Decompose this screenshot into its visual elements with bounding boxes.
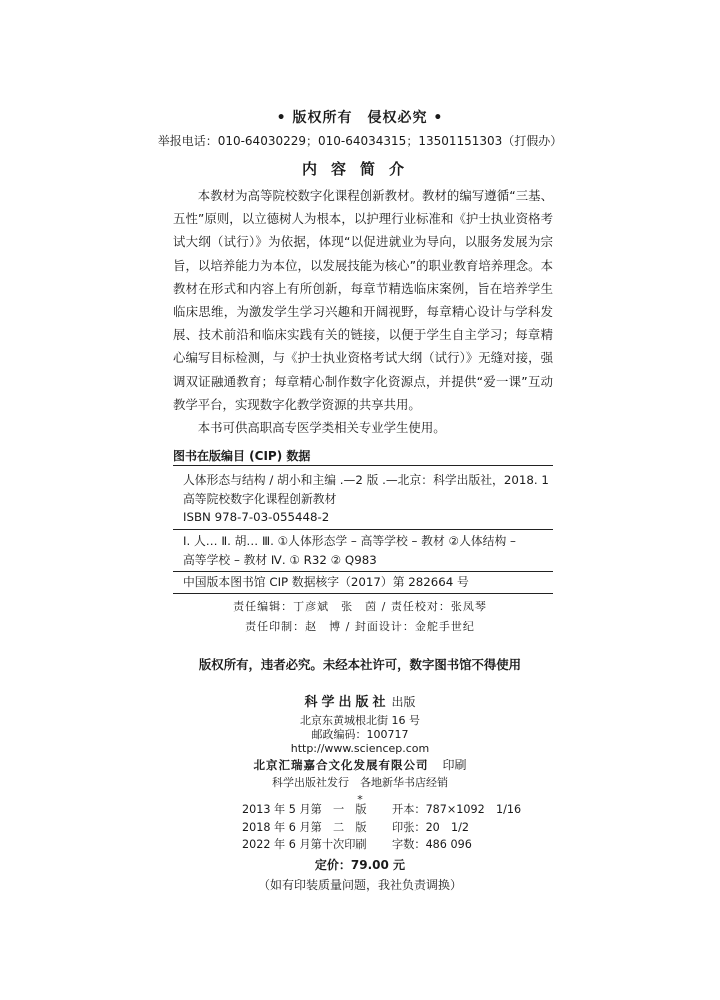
credits-line: 责任印制：赵 博 / 封面设计：金舵手世纪: [245, 620, 475, 633]
cip-title: 图书在版编目 (CIP) 数据: [173, 449, 311, 463]
publisher-address: 北京东黄城根北街 16 号: [300, 714, 420, 727]
cip-subject-line: 高等学校 – 教材 Ⅳ. ① R32 ② Q983: [183, 552, 377, 567]
cip-entry: [183, 471, 549, 527]
publisher-name: 科学出版社: [304, 695, 390, 710]
quality-note: （如有印装质量问题，我社负责调换）: [257, 878, 462, 892]
edition-row: [242, 819, 532, 837]
rights-note: 版权所有，违者必究。未经本社许可，数字图书馆不得使用: [198, 657, 522, 672]
editor-credits: [0, 597, 720, 637]
introduction-title: 内容简介: [301, 160, 418, 178]
printer-name: 北京汇瑞嘉合文化发展有限公司: [253, 758, 429, 772]
edition-spec: 开本：787×1092 1/16: [392, 803, 522, 816]
introduction-paragraph: 本教材为高等院校数字化课程创新教材。教材的编写遵循“三基、五性”原则，以立德树人为根本，以护理行业标准和《护士执业资格考试大纲（试行）》为依据，体现“以促进就业为导向，以服务发展为宗旨，以培养能力为本位，以发展技能为核心”的职业教育培养理念。本教材在形式和内容上有所创新，每章节精选临床案例，旨在培养学生临床思维，为激发学生学习兴趣和开阔视野，每章精心设计与学科发展、技术前沿和临床实践有关的链接，以便于学生自主学习；每章精心编写目标检测，与《护士执业资格考试大纲（试行）》无缝对接，强调双证融通教育；每章精心制作数字化资源点，并提供“爱一课”互动教学平台，实现数字化教学资源的共享共用。: [173, 188, 553, 412]
publisher-postcode: 邮政编码：100717: [311, 728, 409, 741]
cip-library-record: [183, 573, 469, 592]
introduction-paragraph: 本书可供高职高专医学类相关专业学生使用。: [197, 420, 446, 436]
cip-subject-line: Ⅰ. 人… Ⅱ. 胡… Ⅲ. ①人体形态学 – 高等学校 – 教材 ②人体结构 –: [183, 534, 516, 548]
cip-record-number: 中国版本图书馆 CIP 数据核字（2017）第 282664 号: [183, 575, 469, 589]
publisher-line: [0, 695, 720, 710]
cip-series-line: 高等院校数字化课程创新教材: [183, 491, 337, 506]
print-tag: 印刷: [442, 758, 467, 772]
edition-row: [242, 836, 532, 854]
introduction-text: [173, 184, 553, 439]
price: 定价：79.00 元: [314, 858, 406, 872]
separator-asterisk: *: [357, 793, 363, 806]
edition-date: 2018 年 6 月第 二 版: [242, 820, 367, 834]
cip-subjects: [183, 532, 516, 569]
report-phone: 举报电话：010-64030229；010-64034315；13501151303（打假办）: [157, 134, 563, 148]
cip-divider: [173, 593, 553, 594]
cip-isbn: ISBN 978-7-03-055448-2: [183, 510, 330, 524]
edition-row: [242, 801, 532, 819]
edition-info: [242, 801, 532, 854]
cip-divider: [173, 571, 553, 572]
publisher-block: [0, 695, 720, 807]
edition-date: 2022 年 6 月第十次印刷: [242, 838, 367, 851]
publish-tag: 出版: [391, 695, 416, 709]
publisher-website: http://www.sciencep.com: [290, 742, 430, 755]
credits-line: 责任编辑：丁彦斌 张 茵 / 责任校对：张凤琴: [233, 600, 487, 613]
distribution-line: 科学出版社发行 各地新华书店经销: [272, 776, 448, 789]
edition-spec: 印张：20 1/2: [392, 820, 469, 834]
copyright-notice: • 版权所有 侵权必究 •: [276, 110, 444, 126]
cip-entry-line: 人体形态与结构 / 胡小和主编 .—2 版 .—北京：科学出版社，2018. 1: [183, 473, 549, 487]
cip-divider: [173, 529, 553, 530]
edition-spec: 字数：486 096: [392, 838, 472, 851]
cip-divider: [173, 465, 553, 466]
edition-date: 2013 年 5 月第 一 版: [242, 803, 367, 816]
printer-line: [0, 758, 720, 773]
